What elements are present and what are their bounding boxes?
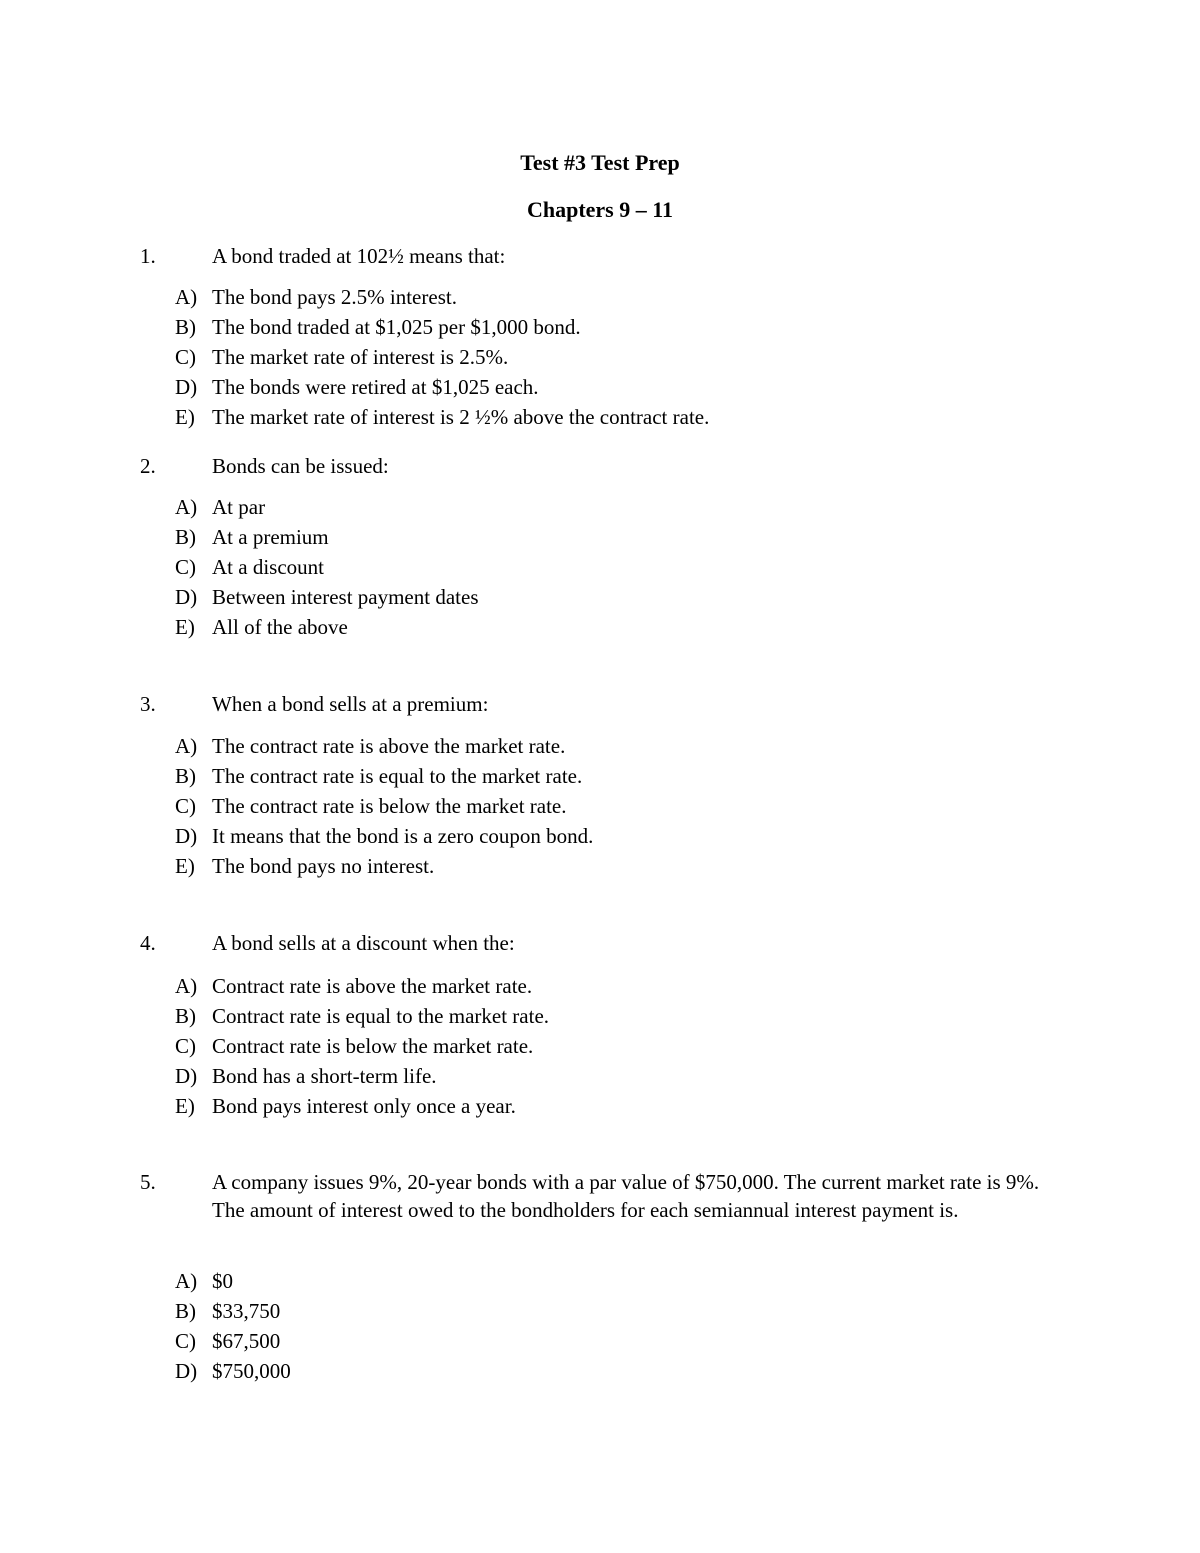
- question-number: 2.: [140, 454, 156, 478]
- choice-text: Bond pays interest only once a year.: [212, 1094, 516, 1118]
- choice-text: $67,500: [212, 1329, 281, 1353]
- choice-item: [0, 492, 1200, 522]
- choice-text: The market rate of interest is 2.5%.: [212, 345, 509, 369]
- choice-text: Between interest payment dates: [212, 585, 479, 609]
- choice-text: The contract rate is below the market rate.: [212, 794, 567, 818]
- choice-text: The bond pays 2.5% interest.: [212, 285, 457, 309]
- choice-item: [0, 1326, 1200, 1356]
- choice-letter: E): [175, 615, 195, 639]
- choice-text: $33,750: [212, 1299, 281, 1323]
- choice-letter: D): [175, 1064, 198, 1088]
- choice-item: [0, 1061, 1200, 1091]
- choice-text: $750,000: [212, 1359, 291, 1383]
- choice-item: [0, 1031, 1200, 1061]
- question-1-choices: [0, 282, 1200, 432]
- choice-text: The bond traded at $1,025 per $1,000 bond.: [212, 315, 581, 339]
- choice-letter: A): [175, 495, 198, 519]
- choice-letter: E): [175, 1094, 195, 1118]
- choice-letter: D): [175, 1359, 198, 1383]
- choice-letter: B): [175, 1299, 196, 1323]
- page-subtitle: Chapters 9 – 11: [526, 197, 674, 222]
- choice-text: At a discount: [212, 555, 324, 579]
- page-title: Test #3 Test Prep: [520, 150, 680, 175]
- choice-text: Contract rate is equal to the market rate.: [212, 1004, 550, 1028]
- choice-item: [0, 1356, 1200, 1386]
- question-3-choices: [0, 731, 1200, 881]
- choice-text: All of the above: [212, 615, 348, 639]
- choice-letter: C): [175, 1329, 196, 1353]
- choice-item: [0, 971, 1200, 1001]
- choice-letter: B): [175, 525, 196, 549]
- question-text: A bond sells at a discount when the:: [212, 931, 515, 955]
- choice-item: [0, 612, 1200, 642]
- choice-letter: A): [175, 734, 198, 758]
- choice-letter: C): [175, 1034, 196, 1058]
- question-number: 3.: [140, 692, 156, 716]
- question-text: A company issues 9%, 20-year bonds with a par value of $750,000. The current market rate is 9%. The amount of interest owed to the bondholders for each semiannual interest payment is.: [212, 1170, 1040, 1222]
- question-text: Bonds can be issued:: [212, 454, 389, 478]
- choice-letter: E): [175, 854, 195, 878]
- choice-text: The market rate of interest is 2 ½% above the contract rate.: [212, 405, 710, 429]
- choice-letter: D): [175, 375, 198, 399]
- choice-text: $0: [212, 1269, 233, 1293]
- choice-item: [0, 402, 1200, 432]
- choice-letter: C): [175, 555, 196, 579]
- choice-item: [0, 552, 1200, 582]
- choice-letter: C): [175, 794, 196, 818]
- choice-item: [0, 522, 1200, 552]
- choice-item: [0, 1296, 1200, 1326]
- choice-item: [0, 582, 1200, 612]
- choice-text: The bond pays no interest.: [212, 854, 435, 878]
- choice-item: [0, 1266, 1200, 1296]
- choice-letter: D): [175, 824, 198, 848]
- choice-item: [0, 312, 1200, 342]
- question-number: 5.: [140, 1170, 156, 1194]
- choice-text: Bond has a short-term life.: [212, 1064, 437, 1088]
- choice-text: Contract rate is above the market rate.: [212, 974, 533, 998]
- question-number: 4.: [140, 931, 156, 955]
- choice-text: The contract rate is above the market rate.: [212, 734, 566, 758]
- choice-letter: A): [175, 974, 198, 998]
- choice-text: The contract rate is equal to the market rate.: [212, 764, 583, 788]
- choice-text: The bonds were retired at $1,025 each.: [212, 375, 539, 399]
- question-2-choices: [0, 492, 1200, 642]
- choice-text: At par: [212, 495, 266, 519]
- choice-item: [0, 791, 1200, 821]
- choice-letter: E): [175, 405, 195, 429]
- choice-item: [0, 342, 1200, 372]
- choice-text: It means that the bond is a zero coupon bond.: [212, 824, 594, 848]
- choice-text: Contract rate is below the market rate.: [212, 1034, 534, 1058]
- choice-letter: B): [175, 764, 196, 788]
- choice-item: [0, 372, 1200, 402]
- choice-item: [0, 851, 1200, 881]
- choice-letter: A): [175, 1269, 198, 1293]
- choice-item: [0, 761, 1200, 791]
- choice-item: [0, 1091, 1200, 1121]
- choice-item: [0, 282, 1200, 312]
- choice-item: [0, 821, 1200, 851]
- choice-letter: C): [175, 345, 196, 369]
- choice-item: [0, 1001, 1200, 1031]
- choice-letter: B): [175, 1004, 196, 1028]
- question-4-choices: [0, 971, 1200, 1121]
- choice-text: At a premium: [212, 525, 329, 549]
- choice-item: [0, 731, 1200, 761]
- choice-letter: A): [175, 285, 198, 309]
- question-5-choices: [0, 1266, 1200, 1386]
- question-text: A bond traded at 102½ means that:: [212, 244, 506, 268]
- choice-letter: B): [175, 315, 196, 339]
- question-text: When a bond sells at a premium:: [212, 692, 489, 716]
- question-number: 1.: [140, 244, 156, 268]
- choice-letter: D): [175, 585, 198, 609]
